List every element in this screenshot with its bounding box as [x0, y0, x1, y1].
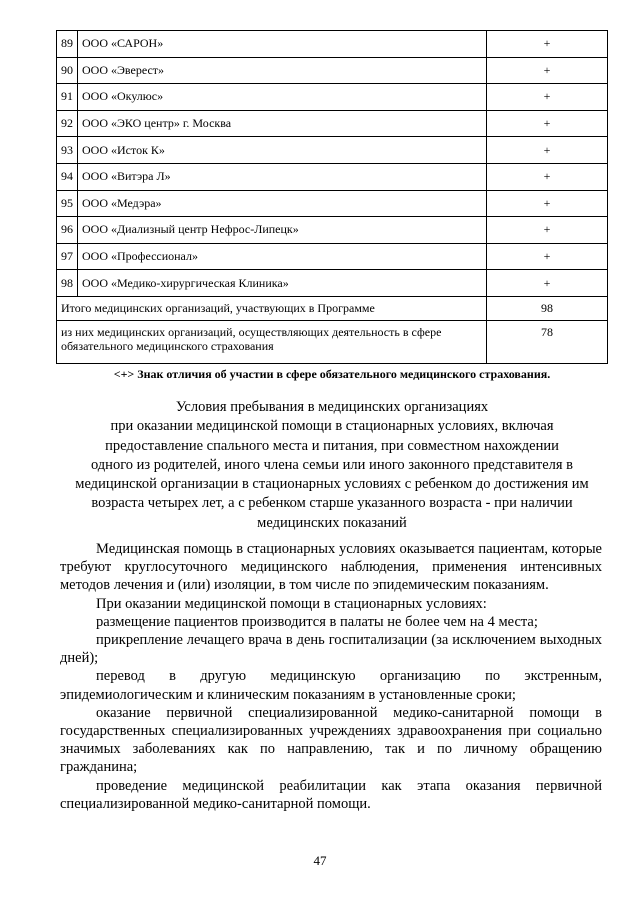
oms-mark: + — [487, 243, 608, 270]
oms-mark: + — [487, 31, 608, 58]
heading-line: одного из родителей, иного члена семьи или иного законного представителя в — [90, 456, 574, 473]
heading-line: медицинской организации в стационарных условиях с ребенком до достижения им — [75, 476, 589, 493]
page-number: 47 — [313, 853, 327, 868]
organization-name: ООО «Эверест» — [78, 57, 487, 84]
row-number: 98 — [57, 270, 78, 297]
row-number: 89 — [57, 31, 78, 58]
table-row — [57, 190, 608, 217]
heading-line: при оказании медицинской помощи в стационарных условиях, включая — [110, 418, 554, 435]
body-paragraph: проведение медицинской реабилитации как этапа оказания первичной специализированной медико-санитарной помощи. — [60, 777, 602, 812]
oms-mark: + — [487, 190, 608, 217]
body-paragraph: При оказании медицинской помощи в стационарных условиях: — [96, 595, 487, 612]
table-row — [57, 31, 608, 58]
oms-label: из них медицинских организаций, осуществляющих деятельность в сфере обязательного медицинского страхования — [57, 320, 487, 363]
organizations-table-body — [57, 31, 608, 297]
section-heading — [56, 398, 608, 533]
oms-mark: + — [487, 110, 608, 137]
table-row — [57, 217, 608, 244]
heading-line: медицинских показаний — [257, 514, 407, 531]
row-number: 94 — [57, 163, 78, 190]
oms-mark: + — [487, 163, 608, 190]
oms-mark: + — [487, 270, 608, 297]
oms-row — [57, 320, 608, 363]
total-value: 98 — [487, 296, 608, 320]
body-paragraph: размещение пациентов производится в палаты не более чем на 4 места; — [96, 613, 538, 630]
body-paragraph: перевод в другую медицинскую организацию по экстренным, эпидемиологическим и клиническим показаниям в установленные сроки; — [60, 668, 602, 703]
organization-name: ООО «Медэра» — [78, 190, 487, 217]
oms-mark: + — [487, 57, 608, 84]
organization-name: ООО «Исток К» — [78, 137, 487, 164]
organization-name: ООО «Профессионал» — [78, 243, 487, 270]
row-number: 96 — [57, 217, 78, 244]
organizations-table — [56, 30, 608, 364]
heading-line: предоставление спального места и питания, при совместном нахождении — [105, 437, 559, 454]
body-paragraph: оказание первичной специализированной медико-санитарной помощи в государственных специализированных учреждениях здравоохранения при социально значимых заболеваниях как по направлению, так и по личному обращению гражданина; — [60, 704, 602, 776]
table-row — [57, 84, 608, 111]
oms-mark: + — [487, 84, 608, 111]
total-row — [57, 296, 608, 320]
organization-name: ООО «Витэра Л» — [78, 163, 487, 190]
organization-name: ООО «Окулюс» — [78, 84, 487, 111]
row-number: 97 — [57, 243, 78, 270]
oms-mark: + — [487, 137, 608, 164]
row-number: 95 — [57, 190, 78, 217]
table-row — [57, 137, 608, 164]
body-paragraph: Медицинская помощь в стационарных условиях оказывается пациентам, которые требуют круглосуточного медицинского наблюдения, применения интенсивных методов лечения и (или) изоляции, в том числе по эпидемическим показаниям. — [60, 541, 602, 594]
body-paragraph: прикрепление лечащего врача в день госпитализации (за исключением выходных дней); — [60, 632, 602, 667]
organization-name: ООО «ЭКО центр» г. Москва — [78, 110, 487, 137]
row-number: 93 — [57, 137, 78, 164]
table-row — [57, 110, 608, 137]
heading-line: Условия пребывания в медицинских организациях — [175, 399, 489, 415]
row-number: 92 — [57, 110, 78, 137]
row-number: 91 — [57, 84, 78, 111]
oms-mark: + — [487, 217, 608, 244]
table-row — [57, 57, 608, 84]
heading-line: возраста четырех лет, а с ребенком старше указанного возраста - при наличии — [91, 495, 573, 512]
organization-name: ООО «Диализный центр Нефрос-Липецк» — [78, 217, 487, 244]
organization-name: ООО «САРОН» — [78, 31, 487, 58]
body-text — [60, 540, 602, 813]
total-label: Итого медицинских организаций, участвующих в Программе — [57, 296, 487, 320]
table-row — [57, 270, 608, 297]
table-row — [57, 243, 608, 270]
row-number: 90 — [57, 57, 78, 84]
oms-value: 78 — [487, 320, 608, 363]
organization-name: ООО «Медико-хирургическая Клиника» — [78, 270, 487, 297]
table-footnote: <+> Знак отличия об участии в сфере обязательного медицинского страхования. — [113, 367, 551, 381]
table-row — [57, 163, 608, 190]
